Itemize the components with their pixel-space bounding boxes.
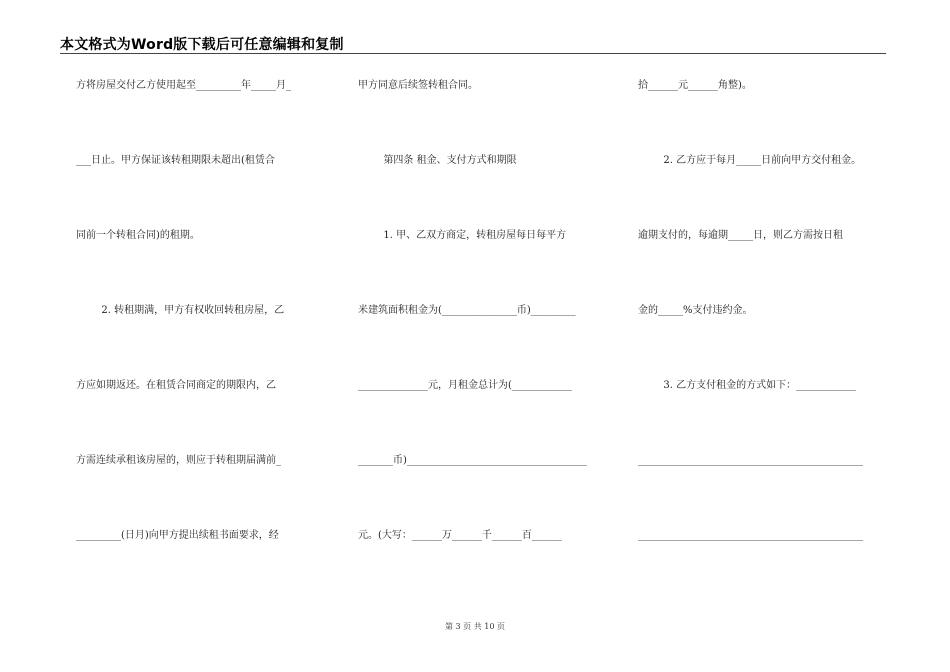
text-line: 方将房屋交付乙方使用起至_________年_____月_ bbox=[76, 80, 291, 91]
text-line: _____________________________________________ bbox=[638, 530, 863, 541]
text-line: 米建筑面积租金为(_______________币)_________ bbox=[358, 305, 576, 316]
header-rule bbox=[60, 53, 886, 54]
text-line: 第四条 租金、支付方式和期限 bbox=[358, 155, 517, 166]
text-line: 1. 甲、乙双方商定，转租房屋每日每平方 bbox=[358, 230, 567, 241]
text-line: 方需连续承租该房屋的，则应于转租期届满前_ bbox=[76, 455, 281, 466]
page-number-footer: 第 3 页 共 10 页 bbox=[445, 622, 505, 631]
text-line: _________(日月)向甲方提出续租书面要求，经 bbox=[76, 530, 279, 541]
text-line: 2. 乙方应于每月_____日前向甲方交付租金。 bbox=[638, 155, 862, 166]
text-line: 金的_____%支付违约金。 bbox=[638, 305, 753, 316]
text-line: 逾期支付的，每逾期_____日，则乙方需按日租 bbox=[638, 230, 843, 241]
text-line: _______币)____________________________________ bbox=[358, 455, 587, 466]
text-line: 拾______元______角整)。 bbox=[638, 80, 752, 91]
page-header-title: 本文格式为Word版下载后可任意编辑和复制 bbox=[60, 37, 344, 53]
text-line: 同前一个转租合同)的租期。 bbox=[76, 230, 200, 241]
text-line: _____________________________________________ bbox=[638, 455, 863, 466]
text-line: 2. 转租期满，甲方有权收回转租房屋，乙 bbox=[76, 305, 285, 316]
text-line: 甲方同意后续签转租合同。 bbox=[358, 80, 478, 91]
text-line: 3. 乙方支付租金的方式如下：____________ bbox=[638, 380, 857, 391]
text-line: 方应如期返还。在租赁合同商定的期限内，乙 bbox=[76, 380, 276, 391]
text-line: ______________元，月租金总计为(____________ bbox=[358, 380, 572, 391]
text-line: 元。(大写：______万______千______百______ bbox=[358, 530, 562, 541]
text-line: ___日止。甲方保证该转租期限未超出(租赁合 bbox=[76, 155, 275, 166]
